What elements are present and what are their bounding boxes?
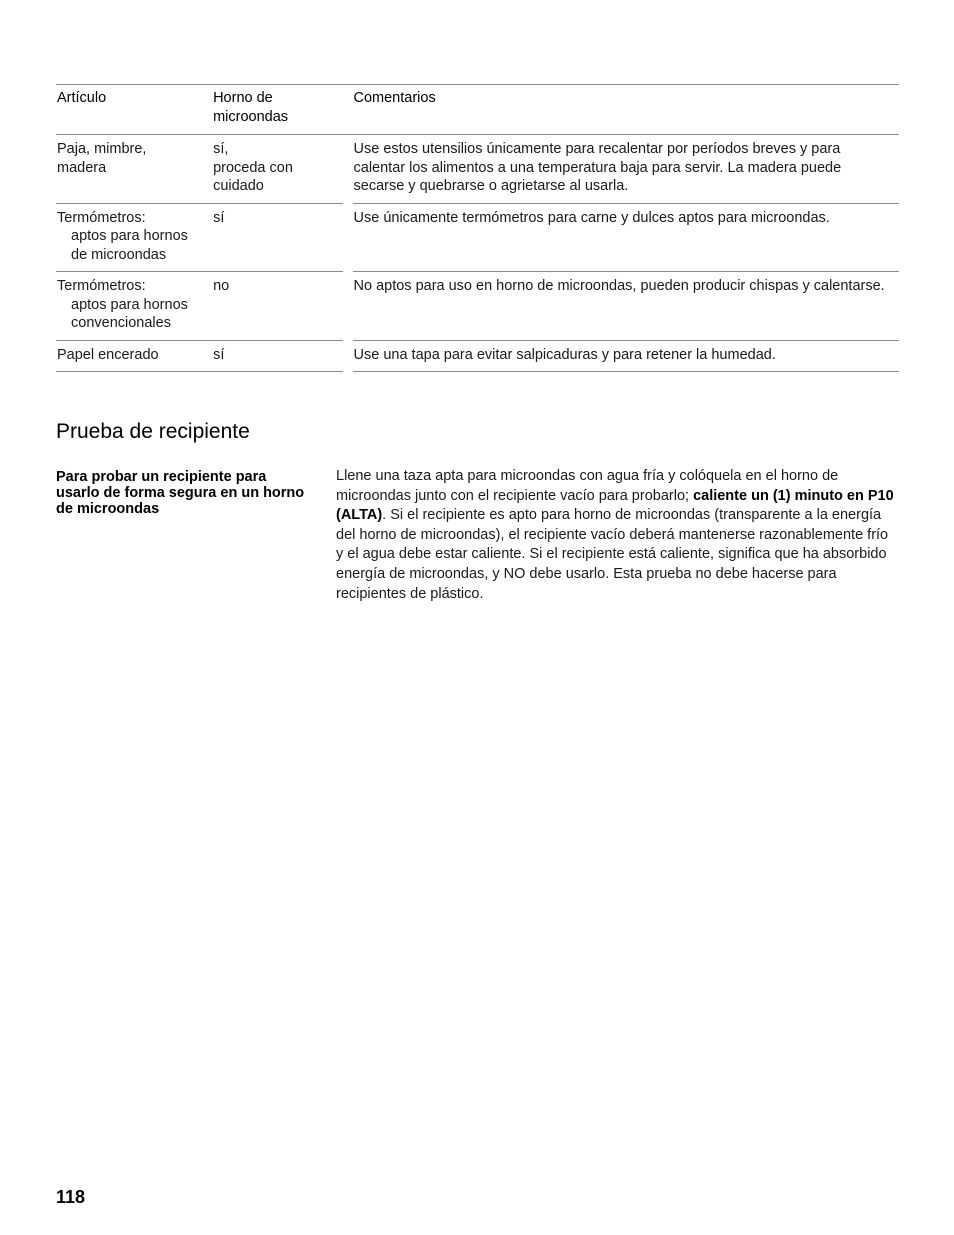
header-comments: Comentarios	[353, 85, 900, 135]
table-header-row	[56, 85, 899, 135]
article-name: Papel encerado	[57, 346, 159, 363]
cell-comments: Use únicamente termómetros para carne y dulces aptos para microondas.	[353, 203, 900, 272]
cell-microwave: sí, proceda con cuidado	[212, 135, 343, 204]
article-name: Termómetros:	[57, 209, 146, 226]
table-row	[56, 340, 899, 372]
table-row	[56, 272, 899, 341]
header-article: Artículo	[56, 85, 212, 135]
side-heading: Para probar un recipiente para usarlo de forma segura en un horno de microondas	[56, 469, 305, 517]
cell-microwave: sí	[212, 203, 343, 272]
utensil-table	[56, 84, 899, 372]
cell-comments: Use una tapa para evitar salpicaduras y para retener la humedad.	[353, 340, 900, 372]
table-row	[56, 135, 899, 204]
cell-microwave: sí	[212, 340, 343, 372]
page-number: 118	[56, 1187, 86, 1207]
cell-article	[56, 340, 212, 372]
section-title: Prueba de recipiente	[56, 420, 250, 443]
cell-article	[56, 272, 212, 341]
header-microwave: Horno de microondas	[212, 85, 343, 135]
article-detail: aptos para hornos convencionales	[71, 296, 188, 331]
cell-microwave: no	[212, 272, 343, 341]
body-text-part2: . Si el recipiente es apto para horno de microondas (transparente a la energía del horno de microondas), el recipiente vacío deberá mantenerse razonablemente frío y el agua debe estar caliente. Si el recipiente está caliente, significa que ha absorbido energía de microondas, y NO debe usarlo. Esta prueba no debe hacerse para recipientes de plástico.	[336, 507, 889, 602]
cell-article	[56, 135, 212, 204]
cell-article	[56, 203, 212, 272]
article-name: Paja, mimbre, madera	[57, 141, 147, 176]
article-name: Termómetros:	[57, 278, 146, 294]
table-row	[56, 203, 899, 272]
body-text-part1: Llene una taza apta para microondas con agua fría y colóquela en el horno de microondas junto con el recipiente vacío para probarlo;	[336, 468, 839, 504]
article-detail: aptos para hornos de microondas	[71, 228, 188, 263]
cell-comments: Use estos utensilios únicamente para recalentar por períodos breves y para calentar los alimentos a una temperatura baja para servir. La madera puede secarse y quebrarse o agrietarse al usarla.	[353, 135, 900, 204]
body-text-bold: caliente un (1) minuto en P10 (ALTA)	[336, 487, 894, 524]
body-paragraph	[336, 467, 896, 604]
cell-comments: No aptos para uso en horno de microondas, pueden producir chispas y calentarse.	[353, 272, 900, 341]
